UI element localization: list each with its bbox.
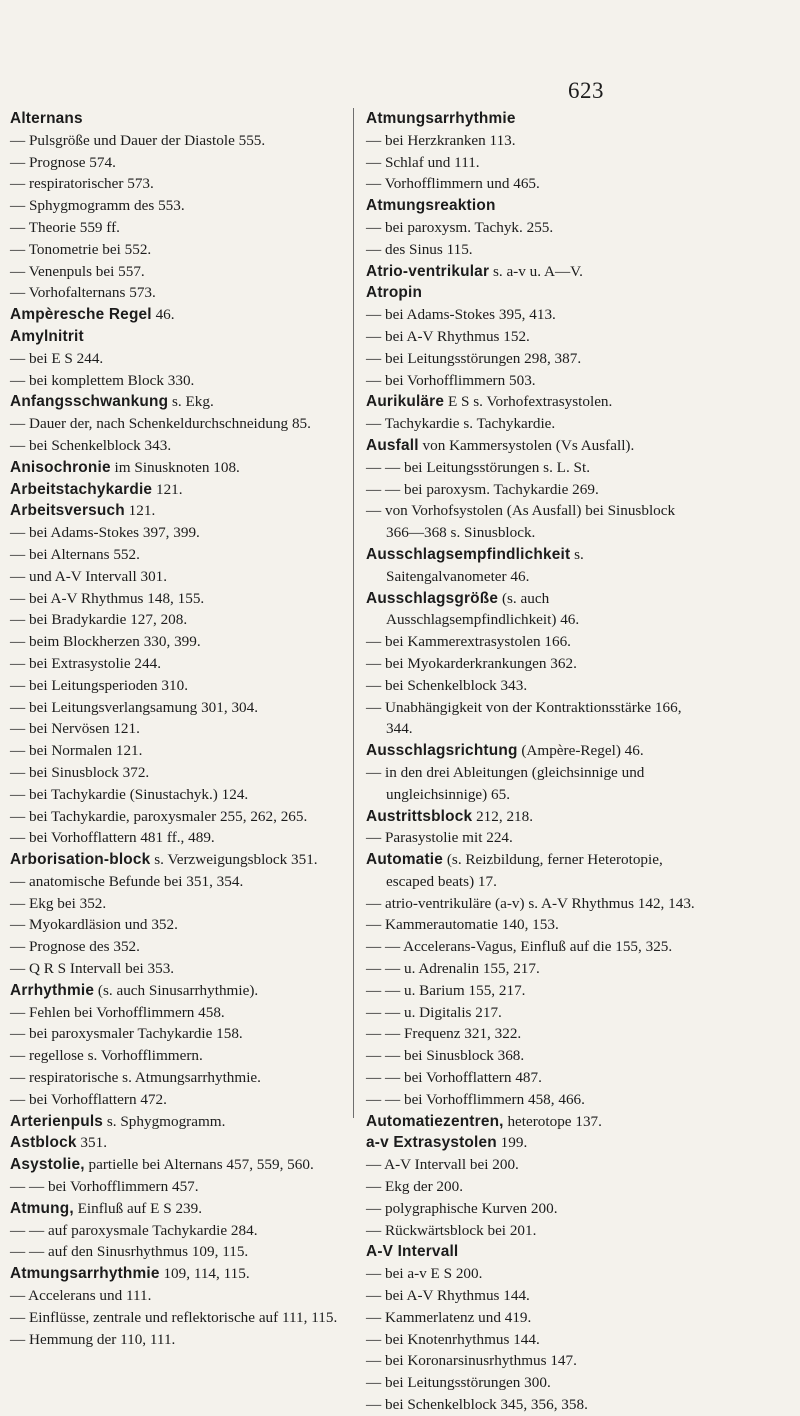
index-entry-text: — Dauer der, nach Schenkeldurchschneidung 85. bbox=[10, 415, 311, 433]
index-entry-text: — bei Nervösen 121. bbox=[10, 720, 140, 738]
index-entry bbox=[10, 108, 340, 130]
index-entry-text: — bei Leitungsverlangsamung 301, 304. bbox=[10, 698, 259, 716]
index-entry-text: — bei Vorhofflimmern 503. bbox=[366, 371, 536, 389]
index-entry bbox=[366, 762, 696, 806]
index-entry-text: — Kammerautomatie 140, 153. bbox=[366, 916, 559, 934]
index-entry bbox=[10, 1067, 340, 1089]
index-entry bbox=[366, 893, 696, 915]
index-entry bbox=[366, 130, 696, 152]
index-column-left bbox=[10, 108, 340, 1350]
index-entry bbox=[366, 1350, 696, 1372]
index-entry-text: — Accelerans und 111. bbox=[10, 1287, 152, 1305]
index-entry-text: — bei Schenkelblock 343. bbox=[366, 676, 528, 694]
index-headword: Arborisation-block bbox=[10, 851, 151, 869]
index-entry-text: — — auf den Sinusrhythmus 109, 115. bbox=[10, 1243, 249, 1261]
index-entry bbox=[366, 457, 696, 479]
index-entry bbox=[10, 544, 340, 566]
index-entry-text: — des Sinus 115. bbox=[366, 240, 473, 258]
index-headword: Arbeitstachykardie bbox=[10, 480, 153, 498]
index-entry bbox=[366, 1067, 696, 1089]
index-headword: Ausfall bbox=[366, 436, 419, 454]
index-entry bbox=[366, 980, 696, 1002]
index-entry-text: — — Frequenz 321, 322. bbox=[366, 1025, 522, 1043]
index-entry-text: — — bei Leitungsstörungen s. L. St. bbox=[366, 458, 591, 476]
index-headword: Alternans bbox=[10, 110, 83, 127]
index-entry-text: — Ekg bei 352. bbox=[10, 894, 107, 912]
index-entry bbox=[366, 1394, 696, 1416]
index-entry-text: — — bei Sinusblock 368. bbox=[366, 1047, 525, 1065]
index-entry bbox=[366, 914, 696, 936]
index-entry-text: s. Ekg. bbox=[168, 393, 214, 411]
index-entry-text: (s. auch Ausschlagsempfindlichkeit) 46. bbox=[386, 589, 580, 629]
index-entry bbox=[10, 435, 340, 457]
index-entry-text: — Prognose des 352. bbox=[10, 938, 140, 956]
index-entry bbox=[366, 697, 696, 741]
index-entry-text: — Prognose 574. bbox=[10, 153, 116, 171]
index-headword: Atmung, bbox=[10, 1199, 74, 1217]
index-entry bbox=[10, 1023, 340, 1045]
index-entry bbox=[366, 1176, 696, 1198]
index-entry bbox=[366, 1089, 696, 1111]
index-entry-text: 199. bbox=[496, 1134, 528, 1152]
index-entry bbox=[10, 217, 340, 239]
index-entry bbox=[10, 827, 340, 849]
index-entry-text: — respiratorischer 573. bbox=[10, 175, 154, 193]
index-entry-text: — — bei Vorhofflimmern 457. bbox=[10, 1178, 199, 1196]
index-entry-text: 109, 114, 115. bbox=[159, 1265, 250, 1283]
index-entry-text: — Rückwärtsblock bei 201. bbox=[366, 1221, 537, 1239]
index-entry-text: partielle bei Alternans 457, 559, 560. bbox=[84, 1156, 314, 1174]
index-entry bbox=[366, 1307, 696, 1329]
index-headword: Atrio-ventrikular bbox=[366, 262, 490, 280]
index-entry bbox=[10, 370, 340, 392]
index-entry-text: s. Sphygmogramm. bbox=[103, 1112, 226, 1130]
index-entry-text: — bei Vorhofflattern 481 ff., 489. bbox=[10, 829, 215, 847]
index-entry-text: — beim Blockherzen 330, 399. bbox=[10, 633, 201, 651]
index-entry bbox=[366, 413, 696, 435]
index-entry bbox=[10, 1220, 340, 1242]
index-entry-text: — Schlaf und 111. bbox=[366, 153, 480, 171]
index-entry bbox=[10, 1329, 340, 1351]
index-entry bbox=[10, 762, 340, 784]
index-entry bbox=[366, 391, 696, 413]
index-entry-text: s. Saitengalvanometer 46. bbox=[386, 545, 584, 585]
index-entry bbox=[10, 326, 340, 348]
index-headword: Anisochronie bbox=[10, 458, 111, 476]
index-headword: Amylnitrit bbox=[10, 327, 84, 345]
index-entry-text: heterotope 137. bbox=[503, 1112, 602, 1130]
index-entry-text: — A-V Intervall bei 200. bbox=[366, 1156, 519, 1174]
index-entry bbox=[366, 936, 696, 958]
index-entry-text: — — u. Adrenalin 155, 217. bbox=[366, 960, 540, 978]
index-entry bbox=[366, 631, 696, 653]
index-entry-text: — Fehlen bei Vorhofflimmern 458. bbox=[10, 1003, 225, 1021]
index-entry bbox=[10, 1045, 340, 1067]
index-entry bbox=[366, 326, 696, 348]
index-entry-text: von Kammersystolen (Vs Ausfall). bbox=[418, 436, 635, 454]
index-entry bbox=[10, 195, 340, 217]
index-entry-text: — bei Adams-Stokes 397, 399. bbox=[10, 524, 200, 542]
index-headword: Ampèresche Regel bbox=[10, 306, 152, 324]
index-entry-text: — bei Leitungsstörungen 300. bbox=[366, 1374, 551, 1392]
index-entry-text: Einfluß auf E S 239. bbox=[73, 1199, 203, 1217]
index-entry-text: 121. bbox=[124, 502, 156, 520]
index-entry bbox=[10, 413, 340, 435]
index-entry-text: — bei A-V Rhythmus 152. bbox=[366, 327, 530, 345]
index-entry-text: — bei a-v E S 200. bbox=[366, 1265, 483, 1283]
index-entry bbox=[366, 1002, 696, 1024]
index-entry-text: — Vorhofalternans 573. bbox=[10, 284, 156, 302]
index-entry bbox=[366, 152, 696, 174]
index-entry-text: E S s. Vorhofextrasystolen. bbox=[444, 393, 613, 411]
index-entry-text: — bei Adams-Stokes 395, 413. bbox=[366, 306, 556, 324]
index-entry-text: (s. Reizbildung, ferner Heterotopie, escaped beats) 17. bbox=[386, 851, 663, 890]
index-entry bbox=[366, 217, 696, 239]
index-headword: Atmungsarrhythmie bbox=[10, 1265, 160, 1283]
index-entry-text: — Ekg der 200. bbox=[366, 1178, 464, 1196]
index-entry-text: — bei komplettem Block 330. bbox=[10, 371, 195, 389]
index-entry bbox=[10, 500, 340, 522]
index-entry bbox=[10, 391, 340, 413]
index-entry-text: — — bei Vorhofflattern 487. bbox=[366, 1069, 542, 1087]
index-entry-text: — Q R S Intervall bei 353. bbox=[10, 960, 175, 978]
index-entry bbox=[10, 1132, 340, 1154]
index-headword: Arbeitsversuch bbox=[10, 502, 125, 520]
index-entry bbox=[366, 653, 696, 675]
index-entry-text: — regellose s. Vorhofflimmern. bbox=[10, 1047, 203, 1065]
index-entry bbox=[366, 849, 696, 893]
index-entry-text: — bei Schenkelblock 345, 356, 358. bbox=[366, 1396, 588, 1414]
index-entry-text: — bei Koronarsinusrhythmus 147. bbox=[366, 1352, 577, 1370]
index-entry bbox=[366, 1045, 696, 1067]
index-entry bbox=[366, 740, 696, 762]
index-entry-text: — bei A-V Rhythmus 144. bbox=[366, 1287, 530, 1305]
index-entry bbox=[10, 152, 340, 174]
index-headword: Astblock bbox=[10, 1134, 77, 1152]
index-entry-text: s. a-v u. A—V. bbox=[489, 262, 583, 280]
index-entry bbox=[10, 631, 340, 653]
index-entry bbox=[10, 1263, 340, 1285]
index-entry bbox=[10, 1198, 340, 1220]
index-entry-text: — Pulsgröße und Dauer der Diastole 555. bbox=[10, 131, 266, 149]
index-entry-text: — Tonometrie bei 552. bbox=[10, 240, 152, 258]
index-entry bbox=[10, 740, 340, 762]
index-entry-text: — bei A-V Rhythmus 148, 155. bbox=[10, 589, 205, 607]
index-entry-text: s. Verzweigungsblock 351. bbox=[150, 851, 318, 869]
index-entry-text: — bei Normalen 121. bbox=[10, 742, 143, 760]
index-headword: Automatiezentren, bbox=[366, 1112, 504, 1130]
index-entry bbox=[10, 784, 340, 806]
index-entry-text: — bei Leitungsstörungen 298, 387. bbox=[366, 349, 582, 367]
index-entry-text: — bei Bradykardie 127, 208. bbox=[10, 611, 188, 629]
index-entry bbox=[366, 500, 696, 544]
index-entry-text: — — bei Vorhofflimmern 458, 466. bbox=[366, 1090, 585, 1108]
index-headword: Asystolie, bbox=[10, 1156, 85, 1174]
index-entry bbox=[366, 348, 696, 370]
index-entry bbox=[366, 958, 696, 980]
index-entry-text: — atrio-ventrikuläre (a-v) s. A-V Rhythmus 142, 143. bbox=[366, 894, 695, 912]
index-headword: Austrittsblock bbox=[366, 807, 473, 825]
index-entry-text: — — u. Digitalis 217. bbox=[366, 1003, 502, 1021]
index-entry bbox=[366, 1241, 696, 1263]
index-entry bbox=[366, 806, 696, 828]
index-entry-text: — bei E S 244. bbox=[10, 349, 104, 367]
index-entry bbox=[366, 675, 696, 697]
index-headword: Ausschlagsrichtung bbox=[366, 742, 518, 760]
index-entry bbox=[10, 173, 340, 195]
index-entry bbox=[10, 609, 340, 631]
index-entry bbox=[10, 1307, 340, 1329]
index-entry bbox=[10, 653, 340, 675]
index-entry bbox=[366, 239, 696, 261]
index-entry bbox=[10, 697, 340, 719]
index-entry bbox=[10, 871, 340, 893]
index-entry-text: — von Vorhofsystolen (As Ausfall) bei Sinusblock 366—368 s. Sinusblock. bbox=[366, 502, 676, 542]
index-entry bbox=[366, 435, 696, 457]
index-entry-text: — bei Myokarderkrankungen 362. bbox=[366, 654, 577, 672]
index-entry-text: — bei Tachykardie, paroxysmaler 255, 262, 265. bbox=[10, 807, 308, 825]
index-entry bbox=[366, 1111, 696, 1133]
index-entry-text: — bei Schenkelblock 343. bbox=[10, 436, 172, 454]
index-entry-text: — Unabhängigkeit von der Kontraktionsstärke 166, 344. bbox=[366, 698, 682, 738]
index-entry bbox=[366, 1154, 696, 1176]
index-headword: a-v Extrasystolen bbox=[366, 1134, 497, 1152]
index-entry-text: 46. bbox=[151, 306, 175, 324]
index-entry bbox=[366, 370, 696, 392]
index-entry bbox=[10, 893, 340, 915]
index-entry bbox=[10, 1002, 340, 1024]
index-entry bbox=[10, 1111, 340, 1133]
index-entry-text: — in den drei Ableitungen (gleichsinnige und ungleichsinnige) 65. bbox=[366, 763, 645, 803]
index-entry-text: 351. bbox=[76, 1134, 107, 1152]
index-entry-text: — Parasystolie mit 224. bbox=[366, 829, 513, 847]
index-entry bbox=[10, 588, 340, 610]
page-number: 623 bbox=[568, 78, 604, 103]
index-entry bbox=[366, 304, 696, 326]
index-column-right bbox=[366, 108, 696, 1416]
index-headword: Arterienpuls bbox=[10, 1112, 104, 1130]
index-entry bbox=[10, 261, 340, 283]
index-entry-text: — respiratorische s. Atmungsarrhythmie. bbox=[10, 1069, 261, 1087]
index-entry bbox=[366, 1132, 696, 1154]
index-entry-text: — Venenpuls bei 557. bbox=[10, 262, 145, 280]
index-entry bbox=[366, 1285, 696, 1307]
index-entry bbox=[10, 522, 340, 544]
index-headword: Ausschlagsgröße bbox=[366, 589, 499, 607]
index-entry-text: — bei Herzkranken 113. bbox=[366, 131, 516, 149]
index-entry-text: — Hemmung der 110, 111. bbox=[10, 1330, 176, 1348]
index-entry bbox=[10, 718, 340, 740]
index-entry bbox=[366, 173, 696, 195]
index-entry bbox=[10, 936, 340, 958]
index-entry-text: — bei Kammerextrasystolen 166. bbox=[366, 633, 571, 651]
index-entry-text: — bei Sinusblock 372. bbox=[10, 763, 150, 781]
index-entry-text: — bei Extrasystolie 244. bbox=[10, 654, 162, 672]
index-headword: A-V Intervall bbox=[366, 1243, 459, 1261]
index-entry bbox=[366, 827, 696, 849]
index-entry bbox=[10, 479, 340, 501]
index-entry bbox=[366, 1198, 696, 1220]
index-entry-text: — anatomische Befunde bei 351, 354. bbox=[10, 872, 244, 890]
index-entry bbox=[10, 1089, 340, 1111]
index-entry-text: im Sinusknoten 108. bbox=[110, 458, 240, 476]
index-headword: Atmungsarrhythmie bbox=[366, 110, 516, 127]
index-entry bbox=[366, 195, 696, 217]
index-entry-text: 212, 218. bbox=[472, 807, 534, 825]
index-entry-text: — Myokardläsion und 352. bbox=[10, 916, 178, 934]
index-entry bbox=[366, 1329, 696, 1351]
index-entry-text: — — u. Barium 155, 217. bbox=[366, 981, 526, 999]
index-entry-text: (s. auch Sinusarrhythmie). bbox=[94, 981, 259, 999]
index-entry-text: 121. bbox=[152, 480, 183, 498]
index-entry bbox=[366, 1023, 696, 1045]
index-entry-text: (Ampère-Regel) 46. bbox=[517, 742, 644, 760]
index-entry bbox=[366, 282, 696, 304]
index-entry bbox=[10, 806, 340, 828]
index-entry bbox=[366, 588, 696, 632]
index-entry bbox=[366, 1220, 696, 1242]
index-entry-text: — und A-V Intervall 301. bbox=[10, 567, 168, 585]
index-entry-text: — bei Vorhofflattern 472. bbox=[10, 1090, 167, 1108]
index-entry bbox=[366, 108, 696, 130]
index-entry bbox=[10, 566, 340, 588]
index-entry-text: — bei paroxysmaler Tachykardie 158. bbox=[10, 1025, 243, 1043]
index-entry-text: — Kammerlatenz und 419. bbox=[366, 1308, 532, 1326]
index-entry bbox=[10, 282, 340, 304]
index-entry-text: — Einflüsse, zentrale und reflektorische auf 111, 115. bbox=[10, 1308, 338, 1326]
index-entry bbox=[10, 239, 340, 261]
index-entry bbox=[366, 479, 696, 501]
index-entry-text: — bei Alternans 552. bbox=[10, 545, 140, 563]
index-entry bbox=[10, 457, 340, 479]
index-headword: Atropin bbox=[366, 284, 423, 302]
index-entry bbox=[10, 914, 340, 936]
index-entry-text: — Theorie 559 ff. bbox=[10, 218, 120, 236]
index-entry-text: — — auf paroxysmale Tachykardie 284. bbox=[10, 1221, 258, 1239]
index-headword: Aurikuläre bbox=[366, 393, 445, 411]
index-entry bbox=[10, 1285, 340, 1307]
index-entry bbox=[366, 544, 696, 588]
index-headword: Ausschlagsempfindlichkeit bbox=[366, 545, 571, 563]
column-divider bbox=[353, 108, 354, 1118]
index-entry bbox=[10, 304, 340, 326]
index-entry bbox=[10, 1154, 340, 1176]
index-entry-text: — — Accelerans-Vagus, Einfluß auf die 155, 325. bbox=[366, 938, 673, 956]
index-headword: Anfangsschwankung bbox=[10, 393, 169, 411]
index-entry bbox=[10, 1241, 340, 1263]
index-entry-text: — bei paroxysm. Tachyk. 255. bbox=[366, 218, 554, 236]
index-entry bbox=[366, 261, 696, 283]
index-entry-text: — Tachykardie s. Tachykardie. bbox=[366, 415, 556, 433]
index-entry-text: — Sphygmogramm des 553. bbox=[10, 197, 185, 215]
index-entry-text: — polygraphische Kurven 200. bbox=[366, 1199, 558, 1217]
index-entry-text: — bei Knotenrhythmus 144. bbox=[366, 1330, 540, 1348]
index-headword: Atmungsreaktion bbox=[366, 197, 496, 215]
index-entry-text: — Vorhofflimmern und 465. bbox=[366, 175, 540, 193]
index-entry bbox=[10, 1176, 340, 1198]
index-entry bbox=[366, 1372, 696, 1394]
index-headword: Arrhythmie bbox=[10, 981, 95, 999]
index-entry bbox=[10, 958, 340, 980]
index-entry bbox=[10, 675, 340, 697]
index-entry-text: — bei Leitungsperioden 310. bbox=[10, 676, 188, 694]
index-entry bbox=[10, 849, 340, 871]
index-entry bbox=[10, 348, 340, 370]
index-entry bbox=[10, 980, 340, 1002]
index-entry-text: — — bei paroxysm. Tachykardie 269. bbox=[366, 480, 599, 498]
index-entry bbox=[366, 1263, 696, 1285]
index-entry bbox=[10, 130, 340, 152]
index-entry-text: — bei Tachykardie (Sinustachyk.) 124. bbox=[10, 785, 249, 803]
index-headword: Automatie bbox=[366, 851, 444, 869]
